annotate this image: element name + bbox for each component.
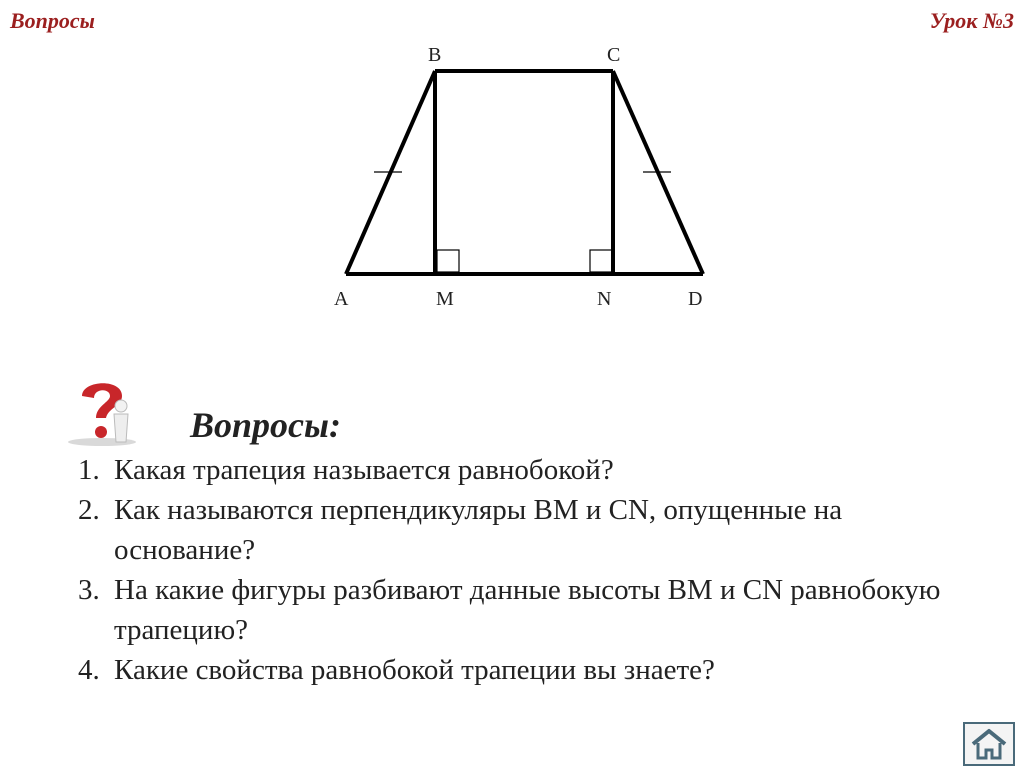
question-number: 2. — [78, 494, 100, 526]
label-b: B — [428, 44, 442, 66]
label-n: N — [597, 288, 612, 310]
question-number: 4. — [78, 654, 100, 686]
home-button[interactable] — [963, 722, 1015, 766]
header-left-title: Вопросы — [10, 8, 95, 33]
question-text: На какие фигуры разбивают данные высоты BM и CN равнобокую трапецию? — [114, 574, 941, 646]
label-a: A — [334, 288, 349, 310]
questions-title: Вопросы: — [190, 405, 341, 445]
question-text: Какие свойства равнобокой трапеции вы знаете? — [114, 654, 715, 686]
trapezoid-diagram — [0, 0, 1024, 330]
question-item — [78, 490, 978, 570]
question-item — [78, 450, 978, 490]
label-c: C — [607, 44, 621, 66]
question-text: Как называются перпендикуляры BM и CN, опущенные на основание? — [114, 494, 843, 566]
question-mark-person-icon — [66, 372, 146, 452]
header-lesson-number: Урок №3 — [929, 8, 1014, 33]
question-number: 3. — [78, 574, 100, 606]
label-d: D — [688, 288, 703, 310]
label-m: M — [436, 288, 454, 310]
home-icon — [965, 724, 1013, 764]
right-angle-m — [437, 250, 459, 272]
question-number: 1. — [78, 454, 100, 486]
questions-list — [78, 450, 978, 690]
question-text: Какая трапеция называется равнобокой? — [114, 454, 614, 486]
right-angle-n — [590, 250, 612, 272]
question-item — [78, 570, 978, 650]
question-item — [78, 650, 978, 690]
